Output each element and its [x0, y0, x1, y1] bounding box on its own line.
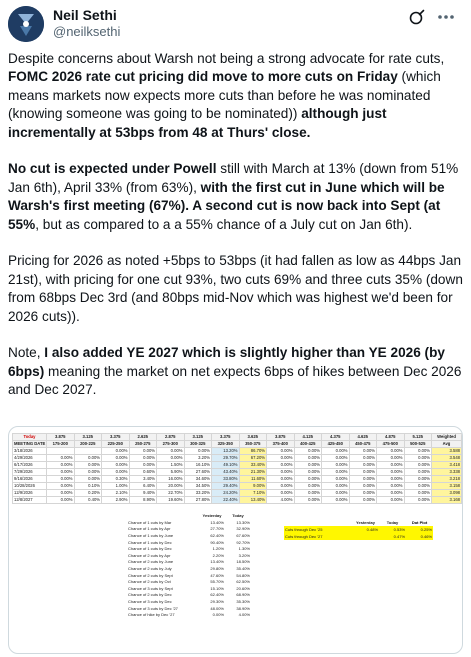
table-cell: 450-475 [349, 441, 377, 448]
text-segment: Note, [8, 345, 45, 361]
chance-cell: 1.30% [238, 546, 250, 552]
table-cell: 13.40% [239, 497, 267, 504]
table-cell: 0.00% [322, 497, 350, 504]
chance-row [127, 572, 251, 579]
table-cell: 350-375 [239, 441, 267, 448]
table-cell: 0.00% [157, 448, 185, 455]
table-cell: 0.00% [74, 476, 102, 483]
chance-cell: 20.60% [236, 585, 250, 591]
chance-cell: 90.40% [210, 539, 224, 545]
table-cell: 0.00% [294, 462, 322, 469]
table-cell: 3.875 [47, 434, 75, 441]
table-cell: 0.00% [47, 490, 75, 497]
text-segment: Despite concerns about Warsh not being a strong advocate for rate cuts, [8, 51, 445, 66]
table-cell: 9.40% [129, 490, 157, 497]
text-segment: I also added YE 2027 which is slightly higher than YE 2026 (by 6bps) [8, 345, 445, 379]
chance-header-cell: Today [232, 513, 244, 519]
table-cell: 0.00% [294, 490, 322, 497]
table-cell: 33.80% [212, 476, 240, 483]
table-cell: 225-250 [102, 441, 130, 448]
table-cell: 21.30% [239, 469, 267, 476]
text-segment: although just incrementally at 53bps from 48 at Thurs' close. [8, 106, 387, 140]
table-cell: 2.10% [102, 490, 130, 497]
table-cell: 0.00% [404, 497, 432, 504]
text-segment: No cut is expected under Powell [8, 161, 217, 177]
table-cell: 300-325 [184, 441, 212, 448]
table-cell: 0.00% [74, 469, 102, 476]
chance-cell: Chance of 1 cuts by June [128, 533, 174, 539]
chance-cell: 13.30% [236, 519, 250, 525]
table-cell: 0.00% [129, 462, 157, 469]
side-cell: 0.48% [352, 526, 379, 533]
table-cell: 6/17/2026 [13, 462, 47, 469]
table-cell: 0.00% [267, 469, 295, 476]
side-cell: 0.46% [406, 533, 433, 540]
table-cell: 3.158 [432, 483, 462, 490]
table-cell: 0.00% [404, 483, 432, 490]
table-cell: 0.00% [74, 455, 102, 462]
chance-row [127, 592, 251, 599]
author-name[interactable]: Neil Sethi [53, 7, 117, 23]
chance-cell: Chance of 1 cuts by Apr [128, 526, 171, 532]
table-row [13, 434, 462, 441]
table-cell: 29.70% [212, 455, 240, 462]
chance-cell: 55.70% [210, 579, 224, 585]
chance-cell: Chance of 3 cuts by Dec [128, 599, 172, 605]
table-cell: 0.00% [404, 476, 432, 483]
table-cell: 0.00% [102, 448, 130, 455]
table-cell: 0.00% [294, 448, 322, 455]
table-cell: 3/18/2026 [13, 448, 47, 455]
table-cell: 86.70% [239, 448, 267, 455]
table-cell: 0.00% [267, 490, 295, 497]
chance-cell: 29.80% [210, 566, 224, 572]
table-cell: 0.00% [322, 462, 350, 469]
table-row [13, 448, 462, 455]
table-cell: 3.20% [184, 455, 212, 462]
chance-cell: Chance of 2 cuts by June [128, 559, 174, 565]
chance-cell: Chance of 2 cuts by July [128, 566, 172, 572]
chance-cell: Chance of 3 cuts by Dec '27 [128, 605, 178, 611]
chance-cell: 35.30% [236, 599, 250, 605]
table-cell: 1.00% [102, 483, 130, 490]
table-cell: 3.548 [432, 455, 462, 462]
table-cell: 0.00% [322, 490, 350, 497]
avatar-logo-icon [8, 6, 44, 42]
table-cell: 4/29/2026 [13, 455, 47, 462]
table-cell: 0.00% [294, 483, 322, 490]
table-cell: 22.40% [212, 497, 240, 504]
side-header-cell: Today [386, 519, 399, 525]
table-cell: 0.00% [404, 462, 432, 469]
table-cell: 0.00% [322, 483, 350, 490]
table-cell: 0.00% [377, 490, 405, 497]
table-cell: 0.00% [102, 455, 130, 462]
table-cell: 27.60% [184, 469, 212, 476]
table-cell: 3.125 [74, 434, 102, 441]
chance-cell: 13.40% [210, 559, 224, 565]
table-row [13, 497, 462, 504]
table-cell: 4.00% [267, 497, 295, 504]
table-cell: 0.00% [377, 476, 405, 483]
chance-row [127, 559, 251, 566]
chance-cell: 1.20% [212, 546, 224, 552]
table-cell: 250-275 [129, 441, 157, 448]
author-handle[interactable]: @neilksethi [53, 24, 121, 39]
table-cell: 175-200 [47, 441, 75, 448]
chance-cell: 48.00% [210, 605, 224, 611]
table-cell: 0.00% [404, 455, 432, 462]
chance-cell: Chance of 2 cuts by Dec [128, 592, 172, 598]
table-cell: 475-500 [377, 441, 405, 448]
table-cell: 67.20% [239, 455, 267, 462]
chance-cell: 15.10% [210, 585, 224, 591]
chance-row [127, 579, 251, 586]
attached-spreadsheet-image[interactable] [8, 426, 463, 654]
table-cell: 0.00% [404, 490, 432, 497]
chance-cell: 0.00% [212, 612, 224, 618]
chance-cell: 67.60% [236, 533, 250, 539]
chance-row [127, 553, 251, 560]
table-cell: 0.00% [349, 469, 377, 476]
table-cell: 12/8/2027 [13, 497, 47, 504]
avatar[interactable] [8, 6, 44, 42]
table-cell: 11.60% [239, 476, 267, 483]
table-cell: 43.40% [212, 469, 240, 476]
table-cell: 3.375 [212, 434, 240, 441]
table-cell: 2.625 [129, 434, 157, 441]
chance-row [127, 526, 251, 533]
probability-table [12, 433, 462, 504]
table-cell: 0.00% [267, 483, 295, 490]
table-cell: 0.00% [294, 497, 322, 504]
table-cell: 0.00% [74, 462, 102, 469]
table-cell: 4.125 [294, 434, 322, 441]
table-cell: 5.90% [157, 469, 185, 476]
chance-row [127, 539, 251, 546]
table-cell: 3.40% [129, 476, 157, 483]
table-cell: 0.00% [322, 455, 350, 462]
table-cell: 0.00% [322, 469, 350, 476]
table-cell: 4.625 [349, 434, 377, 441]
table-cell: 0.00% [157, 455, 185, 462]
side-row [284, 526, 433, 533]
table-cell: 0.40% [74, 497, 102, 504]
chance-cell: 62.40% [210, 533, 224, 539]
table-cell: 0.00% [129, 448, 157, 455]
chance-row [127, 566, 251, 573]
table-cell: 7/29/2026 [13, 469, 47, 476]
table-cell: 0.00% [267, 455, 295, 462]
table-cell: 34.60% [184, 476, 212, 483]
chance-cell: 32.90% [236, 526, 250, 532]
table-cell: 3.418 [432, 462, 462, 469]
table-cell: 0.00% [322, 448, 350, 455]
chance-row [127, 612, 251, 619]
table-cell: 0.00% [102, 462, 130, 469]
text-segment: with the first cut in June which will be Warsh's first meeting (67%). A second cut is now back into Sept (at 55% [8, 179, 445, 232]
table-cell: 9/16/2026 [13, 476, 47, 483]
tweet-header [0, 0, 471, 50]
chance-cell: Chance of 2 cuts by Apr [128, 552, 171, 558]
table-cell: 3.625 [239, 434, 267, 441]
chance-header-cell [127, 513, 199, 520]
side-cell: Cuts through Dec '27 [284, 533, 352, 540]
table-cell: 2.90% [102, 497, 130, 504]
paragraph-4 [8, 344, 466, 399]
chance-cell: Chance of 1 cuts by Mar [128, 519, 172, 525]
table-cell: Weighted [432, 434, 462, 441]
table-cell: 0.10% [74, 483, 102, 490]
table-cell: 13.20% [212, 448, 240, 455]
table-cell: 33.40% [239, 462, 267, 469]
table-cell: 400-425 [294, 441, 322, 448]
chance-cell: 27.70% [210, 526, 224, 532]
text-segment: meaning the market on net expects 6bps of hikes between Dec 2026 and Dec 2027. [8, 363, 462, 398]
table-cell: 3.168 [432, 497, 462, 504]
table-cell: 0.00% [349, 462, 377, 469]
table-row [13, 490, 462, 497]
table-cell: 1.50% [157, 462, 185, 469]
table-cell: 24.20% [212, 490, 240, 497]
table-row [13, 462, 462, 469]
table-cell [47, 448, 75, 455]
chance-cell: 62.40% [210, 592, 224, 598]
table-cell: 0.00% [349, 455, 377, 462]
chance-cell: 92.70% [236, 539, 250, 545]
chance-row [127, 605, 251, 612]
table-cell: 3.125 [184, 434, 212, 441]
table-cell: 4.875 [377, 434, 405, 441]
side-header-row [284, 519, 433, 526]
table-cell: 20.00% [157, 483, 185, 490]
table-cell: 0.00% [377, 455, 405, 462]
chance-cell: 4.00% [238, 612, 250, 618]
side-cell: 0.53% [379, 526, 406, 533]
table-row [13, 476, 462, 483]
table-cell: 0.00% [349, 497, 377, 504]
side-row [284, 533, 433, 540]
table-cell: 0.00% [294, 469, 322, 476]
table-row [13, 469, 462, 476]
table-cell: 200-225 [74, 441, 102, 448]
chance-cell: Chance of 2 cuts by Sept [128, 572, 173, 578]
side-cell: 0.47% [379, 533, 406, 540]
table-cell: 0.00% [47, 476, 75, 483]
side-header-cell: Dot Plot [411, 519, 428, 525]
table-cell: 0.00% [47, 462, 75, 469]
table-cell: 375-400 [267, 441, 295, 448]
table-cell: 16.00% [157, 476, 185, 483]
table-cell: 8.90% [129, 497, 157, 504]
table-cell: Avg [432, 441, 462, 448]
chance-cell: 62.50% [236, 579, 250, 585]
side-cell: 0.25% [406, 526, 433, 533]
table-cell: 500-525 [404, 441, 432, 448]
table-cell [74, 448, 102, 455]
table-cell: 9.00% [239, 483, 267, 490]
chance-header-row [127, 513, 251, 520]
table-cell: 0.00% [404, 469, 432, 476]
paragraph-1 [8, 50, 466, 142]
chance-row [127, 520, 251, 527]
table-cell: MEETING DATE [14, 441, 46, 446]
table-cell: 0.00% [377, 469, 405, 476]
text-segment: FOMC 2026 rate cut pricing did move to more cuts on Friday [8, 69, 398, 85]
chance-row [127, 599, 251, 606]
table-cell: 19.60% [157, 497, 185, 504]
side-header-cell: Yesterday [356, 519, 375, 525]
text-segment: (which means markets now expects more cuts than before he was nominated (knowing someone was going to be nominated)) [8, 69, 441, 122]
table-cell: 0.00% [377, 497, 405, 504]
chance-row [127, 546, 251, 553]
table-cell: 0.00% [47, 469, 75, 476]
chance-row [127, 586, 251, 593]
chance-header-cell: Yesterday [202, 513, 222, 519]
table-cell: 0.00% [349, 476, 377, 483]
chance-cell: 35.40% [236, 566, 250, 572]
table-cell: 16.10% [184, 462, 212, 469]
chance-cell: 47.60% [210, 572, 224, 578]
table-cell: 0.00% [349, 483, 377, 490]
cut-chances-table [127, 513, 251, 619]
table-cell: 49.10% [212, 462, 240, 469]
table-cell: 3.338 [432, 469, 462, 476]
table-row [13, 483, 462, 490]
table-cell: 2.875 [157, 434, 185, 441]
table-cell: 0.00% [349, 448, 377, 455]
side-cell [352, 533, 379, 540]
table-cell: 0.00% [129, 455, 157, 462]
chance-cell: Chance of 1 cuts by Dec [128, 539, 172, 545]
table-cell: 0.00% [184, 448, 212, 455]
table-cell: 22.70% [157, 490, 185, 497]
grok-icon[interactable] [408, 8, 426, 26]
paragraph-2 [8, 160, 466, 234]
chance-cell: 18.50% [236, 559, 250, 565]
table-cell: 3.588 [432, 448, 462, 455]
table-cell: 3.218 [432, 476, 462, 483]
table-cell: 12/9/2026 [13, 490, 47, 497]
table-cell: 27.80% [184, 497, 212, 504]
table-cell: 3.375 [102, 434, 130, 441]
table-row [13, 441, 462, 448]
table-cell: 33.20% [184, 490, 212, 497]
text-segment: still with March at 13% (down from 51% Jan 6th), April 33% (from 63%), [8, 161, 459, 195]
table-cell: 425-450 [322, 441, 350, 448]
text-segment: Pricing for 2026 as noted +5bps to 53bps (it had fallen as low as 44bps Jan 21st), with pricing for one cut 93%, two cuts 69% and three cuts 35% (down from 68bps Dec 3rd (and 80bps mid-Nov which was highest we'd been for 2026 cuts)). [8, 253, 463, 324]
chance-cell: 54.80% [236, 572, 250, 578]
table-cell: 7.10% [239, 490, 267, 497]
table-cell: 0.00% [349, 490, 377, 497]
chance-cell: Chance of 2 cuts by Oct [128, 579, 171, 585]
table-cell: 4.375 [322, 434, 350, 441]
table-cell: 0.00% [267, 476, 295, 483]
text-segment: , but as compared to a a 55% chance of a July cut on Jan 6th). [35, 216, 413, 232]
table-cell: 0.60% [129, 469, 157, 476]
chance-cell: 68.90% [236, 592, 250, 598]
table-cell: 0.00% [47, 497, 75, 504]
table-cell: 0.00% [267, 462, 295, 469]
chance-cell: Chance of 3 cuts by Sept [128, 585, 173, 591]
table-cell: 0.00% [47, 455, 75, 462]
chance-cell: 2.20% [212, 552, 224, 558]
table-cell: 6.40% [129, 483, 157, 490]
table-cell: 3.098 [432, 490, 462, 497]
table-cell: 325-350 [212, 441, 240, 448]
chance-cell: Chance of 1 cuts by Dec [128, 546, 172, 552]
chance-cell: 13.40% [210, 519, 224, 525]
paragraph-3 [8, 252, 466, 326]
table-cell: 0.00% [294, 476, 322, 483]
table-cell: 0.00% [267, 448, 295, 455]
chance-row [127, 533, 251, 540]
table-cell: 0.00% [322, 476, 350, 483]
chance-cell: 29.30% [210, 599, 224, 605]
tweet-text [8, 50, 466, 418]
table-cell: 0.30% [102, 476, 130, 483]
table-row [13, 455, 462, 462]
table-cell: 0.00% [404, 448, 432, 455]
cuts-summary-table [284, 519, 433, 540]
table-cell: Today [13, 434, 47, 441]
table-cell: 5.125 [404, 434, 432, 441]
table-cell: 29.40% [212, 483, 240, 490]
table-cell: 0.00% [377, 448, 405, 455]
table-cell: 0.00% [377, 462, 405, 469]
table-cell: 0.00% [294, 455, 322, 462]
table-cell: 0.00% [47, 483, 75, 490]
table-cell: 3.875 [267, 434, 295, 441]
side-cell: Cuts through Dec '25 [284, 526, 352, 533]
table-cell: 275-300 [157, 441, 185, 448]
table-cell: 10/28/2026 [13, 483, 47, 490]
chance-cell: Chance of hike by Dec '27 [128, 612, 175, 618]
table-cell: 0.00% [377, 483, 405, 490]
more-icon[interactable] [434, 8, 458, 26]
table-cell: 0.20% [74, 490, 102, 497]
table-cell: 0.00% [102, 469, 130, 476]
chance-cell: 38.90% [236, 605, 250, 611]
chance-cell: 3.20% [238, 552, 250, 558]
side-header-cell [284, 519, 352, 526]
table-cell: 34.50% [184, 483, 212, 490]
